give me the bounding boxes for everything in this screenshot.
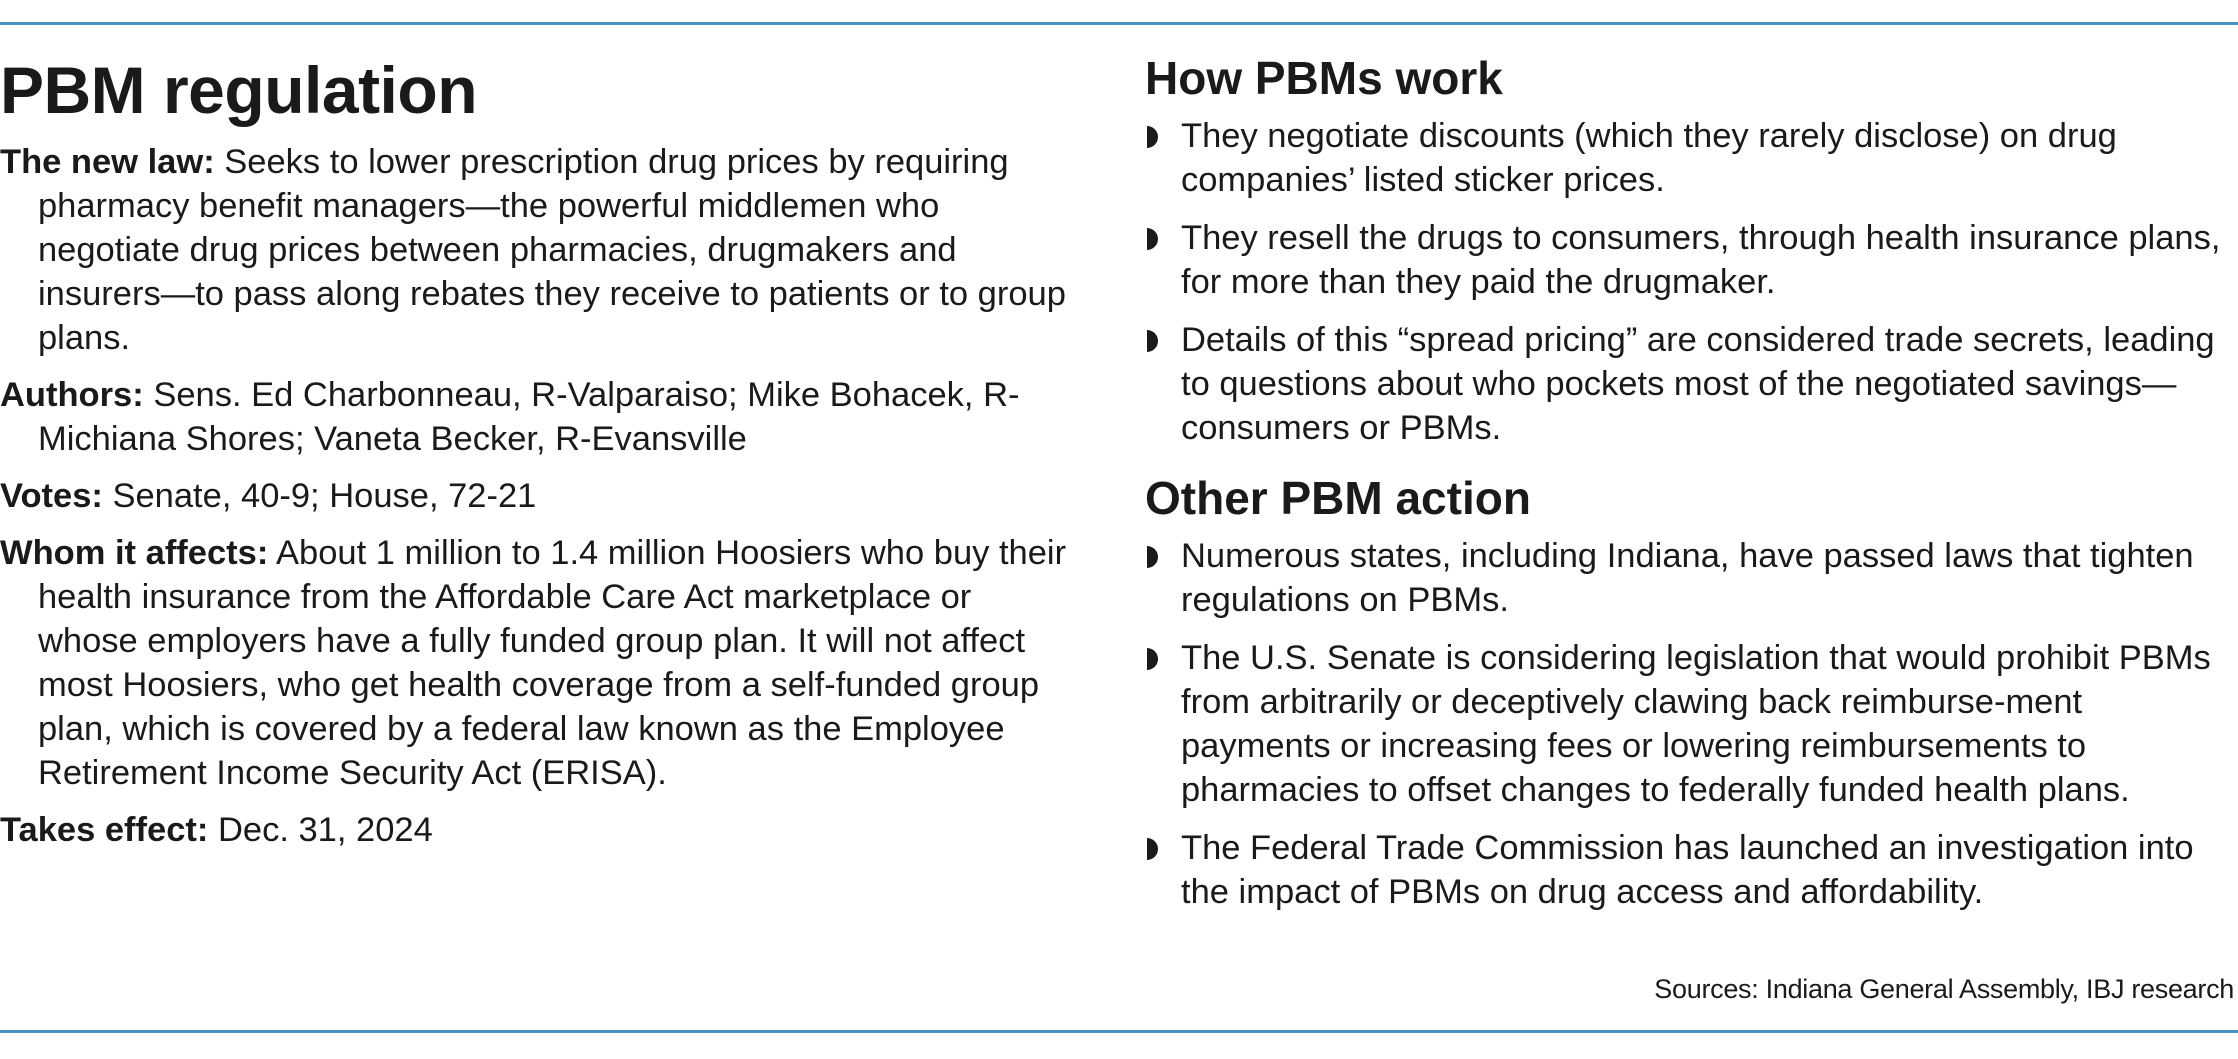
list-item-text: The U.S. Senate is considering legislation that would prohibit PBMs from arbitrarily or deceptively clawing back reimburse-ment payments or increasing fees or lowering reimbursements to pharmacies to offset changes to federally funded health plans. (1181, 639, 2211, 809)
other-pbm-action-list (1145, 534, 2235, 914)
new-law-entry (0, 140, 1080, 360)
half-circle-bullet-icon (1147, 126, 1158, 148)
half-circle-bullet-icon (1147, 546, 1158, 568)
affects-entry (0, 531, 1080, 795)
bottom-divider (0, 1030, 2238, 1033)
list-item (1145, 636, 2235, 812)
authors-text: Sens. Ed Charbonneau, R-Valparaiso; Mike Bohacek, R-Michiana Shores; Vaneta Becker, R-Evansville (38, 376, 1020, 458)
authors-entry (0, 373, 1080, 461)
effect-text: Dec. 31, 2024 (217, 811, 433, 849)
list-item-text: The Federal Trade Commission has launched an investigation into the impact of PBMs on drug access and affordability. (1181, 829, 2194, 911)
how-pbms-work-list (1145, 114, 2235, 450)
votes-text: Senate, 40-9; House, 72-21 (112, 477, 537, 515)
half-circle-bullet-icon (1147, 648, 1158, 670)
authors-label: Authors: (0, 376, 144, 414)
list-item (1145, 534, 2235, 622)
votes-entry (0, 474, 1080, 518)
affects-text: About 1 million to 1.4 million Hoosiers who buy their health insurance from the Affordable Care Act marketplace or whose employers have a fully funded group plan. It will not affect most Hoosiers, who get health coverage from a self-funded group plan, which is covered by a federal law known as the Employee Retirement Income Security Act (ERISA). (38, 534, 1067, 792)
half-circle-bullet-icon (1147, 228, 1158, 250)
list-item-text: They negotiate discounts (which they rarely disclose) on drug companies’ listed sticker prices. (1181, 117, 2117, 199)
effect-entry (0, 808, 1080, 852)
list-item (1145, 216, 2235, 304)
list-item-text: They resell the drugs to consumers, through health insurance plans, for more than they paid the drugmaker. (1181, 219, 2221, 301)
effect-label: Takes effect: (0, 811, 209, 849)
other-pbm-action-heading: Other PBM action (1145, 472, 1531, 524)
right-column (1145, 50, 2235, 928)
list-item-text: Numerous states, including Indiana, have passed laws that tighten regulations on PBMs. (1181, 537, 2194, 619)
list-item (1145, 114, 2235, 202)
new-law-label: The new law: (0, 143, 215, 181)
list-item (1145, 318, 2235, 450)
how-pbms-work-heading: How PBMs work (1145, 52, 1503, 104)
list-item-text: Details of this “spread pricing” are considered trade secrets, leading to questions about who pockets most of the negotiated savings—consumers or PBMs. (1181, 321, 2215, 447)
votes-label: Votes: (0, 477, 103, 515)
half-circle-bullet-icon (1147, 838, 1158, 860)
half-circle-bullet-icon (1147, 330, 1158, 352)
new-law-text: Seeks to lower prescription drug prices by requiring pharmacy benefit managers—the powerful middlemen who negotiate drug prices between pharmacies, drugmakers and insurers—to pass along rebates they receive to patients or to group plans. (38, 143, 1066, 357)
affects-label: Whom it affects: (0, 534, 269, 572)
page-title: PBM regulation (0, 53, 478, 127)
left-column (0, 50, 1080, 865)
list-item (1145, 826, 2235, 914)
top-divider (0, 22, 2238, 25)
sources-credit: Sources: Indiana General Assembly, IBJ research (1654, 974, 2234, 1004)
